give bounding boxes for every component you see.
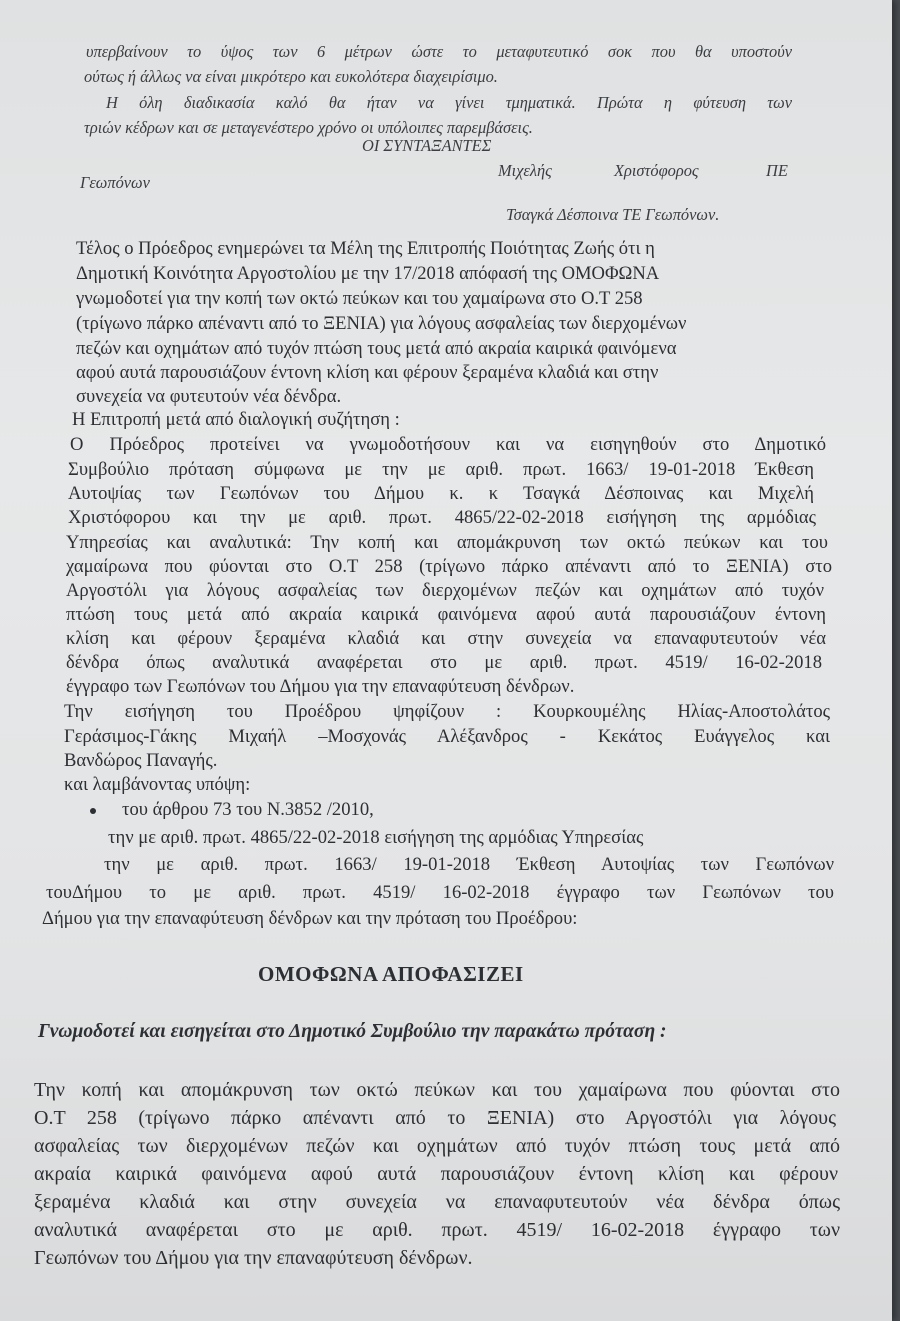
body-line-19: έγγραφο των Γεωπόνων του Δήμου για την επαναφύτευση δένδρων.: [66, 676, 575, 697]
body-line-14: χαμαίρωνα που φύονται στο Ο.Τ 258 (τρίγωνο πάρκο απέναντι από το ΞΕΝΙΑ) στο: [66, 556, 832, 577]
body-line-2: Δημοτική Κοινότητα Αργοστολίου με την 17/2018 απόφασή της ΟΜΟΦΩΝΑ: [76, 263, 660, 284]
considering-item-2: την με αριθ. πρωτ. 4865/22-02-2018 εισήγηση της αρμόδιας Υπηρεσίας: [108, 827, 644, 848]
decision-line-3: ασφαλείας των διερχομένων πεζών και οχημάτων από τυχόν πτώση τους μετά από: [34, 1135, 840, 1157]
author-specialty: Γεωπόνων: [80, 173, 150, 192]
report-line-4: τριών κέδρων και σε μεταγενέστερο χρόνο οι υπόλοιπες παρεμβάσεις.: [84, 118, 533, 137]
author2: Τσαγκά Δέσποινα ΤΕ Γεωπόνων.: [506, 205, 720, 224]
body-line-22: Βανδώρος Παναγής.: [64, 750, 218, 771]
decision-line-2: Ο.Τ 258 (τρίγωνο πάρκο απέναντι από το ΞΕΝΙΑ) στο Αργοστόλι για λόγους: [34, 1107, 836, 1129]
body-line-21: Γεράσιμος-Γάκης Μιχαήλ –Μοσχονάς Αλέξανδρος - Κεκάτος Ευάγγελος και: [64, 726, 830, 747]
decision-line-5: ξεραμένα κλαδιά και στην συνεχεία να επαναφυτευτούν νέα δένδρα όπως: [34, 1191, 840, 1213]
decision-line-1: Την κοπή και απομάκρυνση των οκτώ πεύκων και του χαμαίρωνα που φύονται στο: [34, 1079, 840, 1101]
considering-item-3-end: Δήμου για την επαναφύτευση δένδρων και την πρόταση του Προέδρου:: [42, 908, 578, 929]
bullet-icon: [90, 808, 96, 814]
decision-subheading: Γνωμοδοτεί και εισηγείται στο Δημοτικό Συμβούλιο την παρακάτω πρόταση :: [38, 1021, 667, 1042]
body-line-9: Ο Πρόεδρος προτείνει να γνωμοδοτήσουν και να εισηγηθούν στο Δημοτικό: [70, 434, 826, 455]
report-line-3: Η όλη διαδικασία καλό θα ήταν να γίνει τμηματικά. Πρώτα η φύτευση των: [106, 93, 792, 112]
body-line-7: συνεχεία να φυτευτούν νέα δένδρα.: [76, 386, 342, 407]
body-line-20: Την εισήγηση του Προέδρου ψηφίζουν : Κουρκουμέλης Ηλίας-Αποστολάτος: [64, 701, 830, 722]
decision-line-4: ακραία καιρικά φαινόμενα αφού αυτά παρουσιάζουν έντονη κλίση και φέρουν: [34, 1163, 838, 1185]
body-line-15: Αργοστόλι για λόγους ασφαλείας των διερχομένων πεζών και οχημάτων από τυχόν: [66, 580, 824, 601]
body-line-4: (τρίγωνο πάρκο απέναντι από το ΞΕΝΙΑ) για λόγους ασφαλείας των διερχομένων: [76, 313, 687, 334]
body-line-17: κλίση και φέρουν ξεραμένα κλαδιά και στην συνεχεία να επαναφυτευτούν νέα: [66, 628, 826, 649]
report-line-1: υπερβαίνουν το ύψος των 6 μέτρων ώστε το μεταφυτευτικό σοκ που θα υποστούν: [86, 42, 792, 61]
author1-surname: Χριστόφορος: [614, 161, 699, 180]
decision-line-6: αναλυτικά αναφέρεται στο με αριθ. πρωτ. 4519/ 16-02-2018 έγγραφο των: [34, 1219, 840, 1241]
body-line-10: Συμβούλιο πρόταση σύμφωνα με την με αριθ. πρωτ. 1663/ 19-01-2018 Έκθεση: [68, 459, 814, 480]
report-line-2: ούτως ή άλλως να είναι μικρότερο και ευκολότερα διαχειρίσιμο.: [84, 67, 498, 86]
body-line-16: πτώση τους μετά από ακραία καιρικά φαινόμενα αφού αυτά παρουσιάζουν έντονη: [66, 604, 826, 625]
considering-item-1: του άρθρου 73 του Ν.3852 /2010,: [122, 799, 374, 820]
decision-heading: ΟΜΟΦΩΝΑ ΑΠΟΦΑΣΙΖΕΙ: [258, 962, 524, 986]
body-line-3: γνωμοδοτεί για την κοπή των οκτώ πεύκων και του χαμαίρωνα στο Ο.Τ 258: [76, 288, 643, 309]
body-line-23: και λαμβάνοντας υπόψη:: [64, 774, 251, 795]
body-line-18: δένδρα όπως αναλυτικά αναφέρεται στο με αριθ. πρωτ. 4519/ 16-02-2018: [66, 652, 822, 673]
body-line-12: Χριστόφορου και την με αριθ. πρωτ. 4865/22-02-2018 εισήγηση της αρμόδιας: [68, 507, 816, 528]
body-line-1: Τέλος ο Πρόεδρος ενημερώνει τα Μέλη της Επιτροπής Ποιότητας Ζωής ότι η: [76, 238, 655, 259]
body-line-13: Υπηρεσίας και αναλυτικά: Την κοπή και απομάκρυνση των οκτώ πεύκων και του: [66, 532, 828, 553]
authors-title: ΟΙ ΣΥΝΤΑΞΑΝΤΕΣ: [362, 136, 492, 155]
considering-item-3-cont: τουΔήμου το με αριθ. πρωτ. 4519/ 16-02-2018 έγγραφο των Γεωπόνων του: [46, 882, 834, 903]
body-line-11: Αυτοψίας των Γεωπόνων του Δήμου κ. κ Τσαγκά Δέσποινας και Μιχελή: [68, 483, 814, 504]
author1-name: Μιχελής: [498, 161, 552, 180]
body-line-5: πεζών και οχημάτων από τυχόν πτώση τους μετά από ακραία καιρικά φαινόμενα: [76, 338, 677, 359]
decision-line-7: Γεωπόνων του Δήμου για την επαναφύτευση δένδρων.: [34, 1247, 473, 1269]
author1-grade: ΠΕ: [766, 161, 788, 180]
body-line-8: Η Επιτροπή μετά από διαλογική συζήτηση :: [72, 409, 400, 430]
body-line-6: αφού αυτά παρουσιάζουν έντονη κλίση και φέρουν ξεραμένα κλαδιά και στην: [76, 362, 659, 383]
considering-item-3: την με αριθ. πρωτ. 1663/ 19-01-2018 Έκθεση Αυτοψίας των Γεωπόνων: [104, 854, 834, 875]
